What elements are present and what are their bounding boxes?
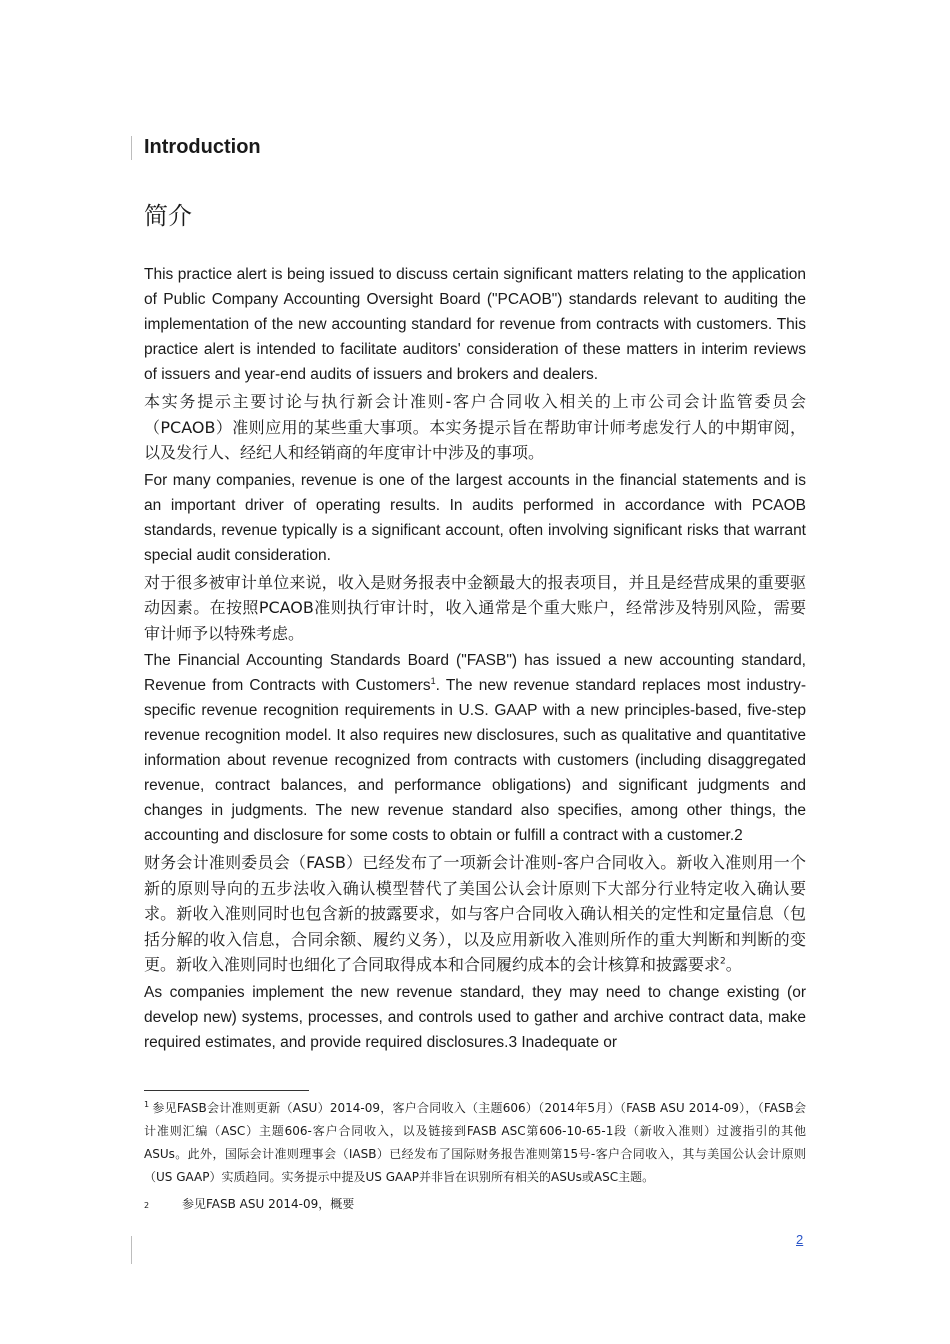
paragraph-zh-1: 本实务提示主要讨论与执行新会计准则-客户合同收入相关的上市公司会计监管委员会（PCAOB）准则应用的某些重大事项。本实务提示旨在帮助审计师考虑发行人的中期审阅，以及发行人、经纪人和经销商的年度审计中涉及的事项。 xyxy=(144,392,806,462)
footnote-1 xyxy=(144,1097,806,1189)
document-body xyxy=(144,130,806,1055)
margin-mark-top xyxy=(131,136,132,160)
paragraph-en-3 xyxy=(144,648,806,848)
paragraph-en-1: This practice alert is being issued to discuss certain significant matters relating to the application of Public Company Accounting Oversight Board ("PCAOB") standards relevant to auditing the implementation of the new accounting standard for revenue from contracts with customers. This practice alert is intended to facilitate auditors' consideration of these matters in interim reviews of issuers and year-end audits of issuers and brokers and dealers. xyxy=(144,266,806,383)
footnote-2-text: 参见FASB ASU 2014-09，概要 xyxy=(182,1197,355,1211)
footnote-1-number: 1 xyxy=(144,1100,150,1109)
page-number-link[interactable]: 2 xyxy=(796,1232,804,1247)
paragraph-zh-2: 对于很多被审计单位来说，收入是财务报表中金额最大的报表项目，并且是经营成果的重要驱动因素。在按照PCAOB准则执行审计时，收入通常是个重大账户，经常涉及特别风险，需要审计师予以特殊考虑。 xyxy=(144,572,806,643)
footnote-2-number: 2 xyxy=(144,1201,150,1210)
heading-chinese: 简介 xyxy=(144,202,192,230)
paragraph-en-3-part-1: The Financial Accounting Standards Board ("FASB") has issued a new accounting standard, Revenue from Contracts with Customers xyxy=(144,652,806,694)
paragraph-en-2: For many companies, revenue is one of the largest accounts in the financial statements and is an important driver of operating results. In audits performed in accordance with PCAOB standards, revenue typically is a significant account, often involving significant risks that warrant special audit consideration. xyxy=(144,471,806,564)
paragraph-en-3-part-2: . The new revenue standard replaces most industry-specific revenue recognition requirements in U.S. GAAP with a new principles-based, five-step revenue recognition model. It also requires new disclosures, such as qualitative and quantitative information about revenue recognized from contracts with customers (including disaggregated revenue, contract balances, and performance obligations) and significant judgments and changes in judgments. The new revenue standard also specifies, among other things, the accounting and disclosure for some costs to obtain or fulfill a contract with a customer.2 xyxy=(144,677,806,844)
footnotes xyxy=(144,1090,806,1217)
paragraph-zh-3-part-2: 。 xyxy=(725,955,742,974)
footnote-ref-1[interactable]: 1 xyxy=(430,675,436,686)
footnote-ref-2[interactable]: 2 xyxy=(720,956,726,967)
footnote-separator xyxy=(144,1090,309,1091)
footnote-1-text: 参见FASB会计准则更新（ASU）2014-09，客户合同收入（主题606）（2014年5月）（FASB ASU 2014-09），（FASB会计准则汇编（ASC）主题606-客户合同收入，以及链接到FASB ASC第606-10-65-1段（新收入准则）过渡指引的其他ASUs。此外，国际会计准则理事会（IASB）已经发布了国际财务报告准则第15号-客户合同收入，其与美国公认会计原则（US GAAP）实质趋同。实务提示中提及US GAAP并非旨在识别所有相关的ASUs或ASC主题。 xyxy=(144,1101,806,1184)
paragraph-zh-3-part-1: 财务会计准则委员会（FASB）已经发布了一项新会计准则-客户合同收入。新收入准则用一个新的原则导向的五步法收入确认模型替代了美国公认会计原则下大部分行业特定收入确认要求。新收入准则同时也包含新的披露要求，如与客户合同收入确认相关的定性和定量信息（包括分解的收入信息，合同余额、履约义务），以及应用新收入准则所作的重大判断和判断的变更。新收入准则同时也细化了合同取得成本和合同履约成本的会计核算和披露要求 xyxy=(144,853,806,974)
paragraph-en-4: As companies implement the new revenue standard, they may need to change existing (or develop new) systems, processes, and controls used to gather and archive contract data, make required estimates, and provide required disclosures.3 Inadequate or xyxy=(144,983,806,1051)
margin-mark-bottom xyxy=(131,1236,132,1264)
footnote-2 xyxy=(144,1193,806,1217)
paragraph-zh-3 xyxy=(144,850,806,978)
heading-english: Introduction xyxy=(144,136,261,158)
